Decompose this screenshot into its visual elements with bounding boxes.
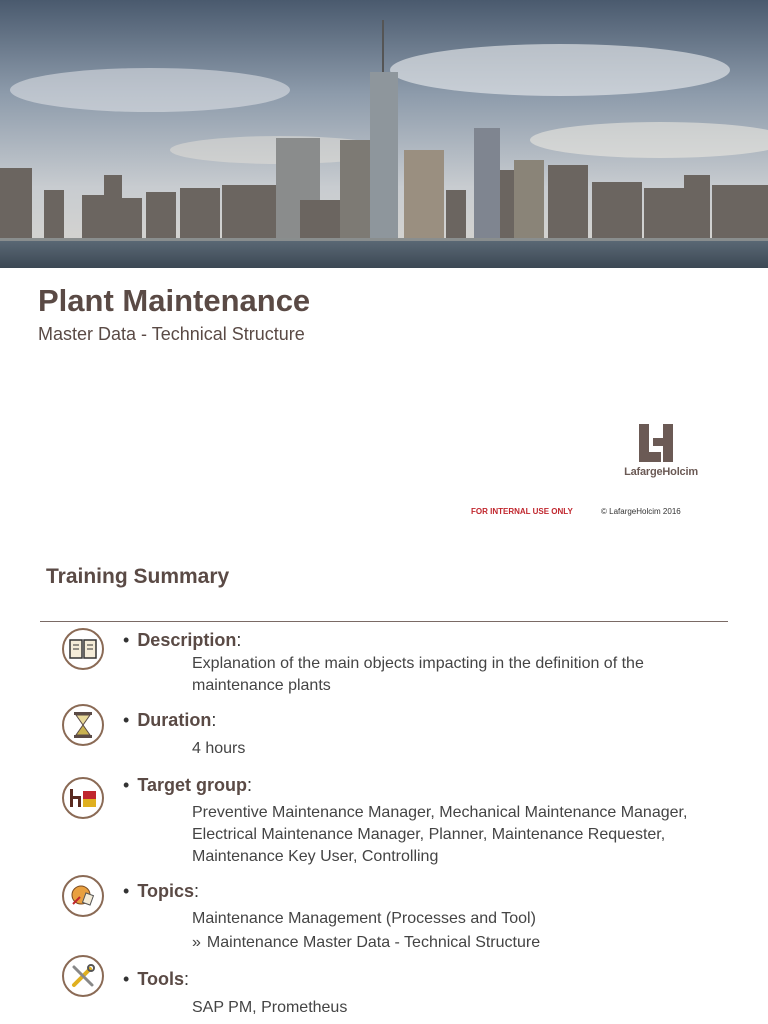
tools-text: SAP PM, Prometheus — [192, 999, 348, 1016]
description-heading: • Description: — [123, 630, 242, 650]
cover-skyline-photo — [0, 0, 768, 268]
summary-title: Training Summary — [46, 565, 230, 588]
tools-heading: • Tools: — [123, 969, 189, 989]
cover-subtitle: Master Data - Technical Structure — [38, 324, 305, 344]
tools-icon — [62, 955, 104, 997]
hourglass-icon — [62, 704, 104, 746]
topics-heading: • Topics: — [123, 881, 199, 901]
logo-mark-icon — [639, 424, 679, 462]
target-group-text: Preventive Maintenance Manager, Mechanical Maintenance Manager, Electrical Maintenance Manager, Planner, Maintenance Requester, Maintenance Key User, Controlling — [192, 804, 688, 865]
book-icon — [62, 628, 104, 670]
topics-icon — [62, 875, 104, 917]
copyright-text: © LafargeHolcim 2016 — [601, 507, 681, 516]
workers-icon — [62, 777, 104, 819]
topics-text: Maintenance Management (Processes and Tool) — [192, 910, 536, 927]
logo-text: LafargeHolcim — [624, 466, 698, 478]
target-group-heading: • Target group: — [123, 775, 252, 795]
cover-title: Plant Maintenance — [38, 283, 311, 318]
description-text: Explanation of the main objects impacting in the definition of the maintenance plants — [192, 655, 644, 694]
internal-use-label: FOR INTERNAL USE ONLY — [471, 507, 573, 516]
summary-divider — [40, 621, 728, 622]
duration-heading: • Duration: — [123, 710, 217, 730]
duration-text: 4 hours — [192, 740, 246, 757]
company-logo — [611, 424, 711, 484]
topics-sub-item: » Maintenance Master Data - Technical Structure — [192, 934, 541, 951]
